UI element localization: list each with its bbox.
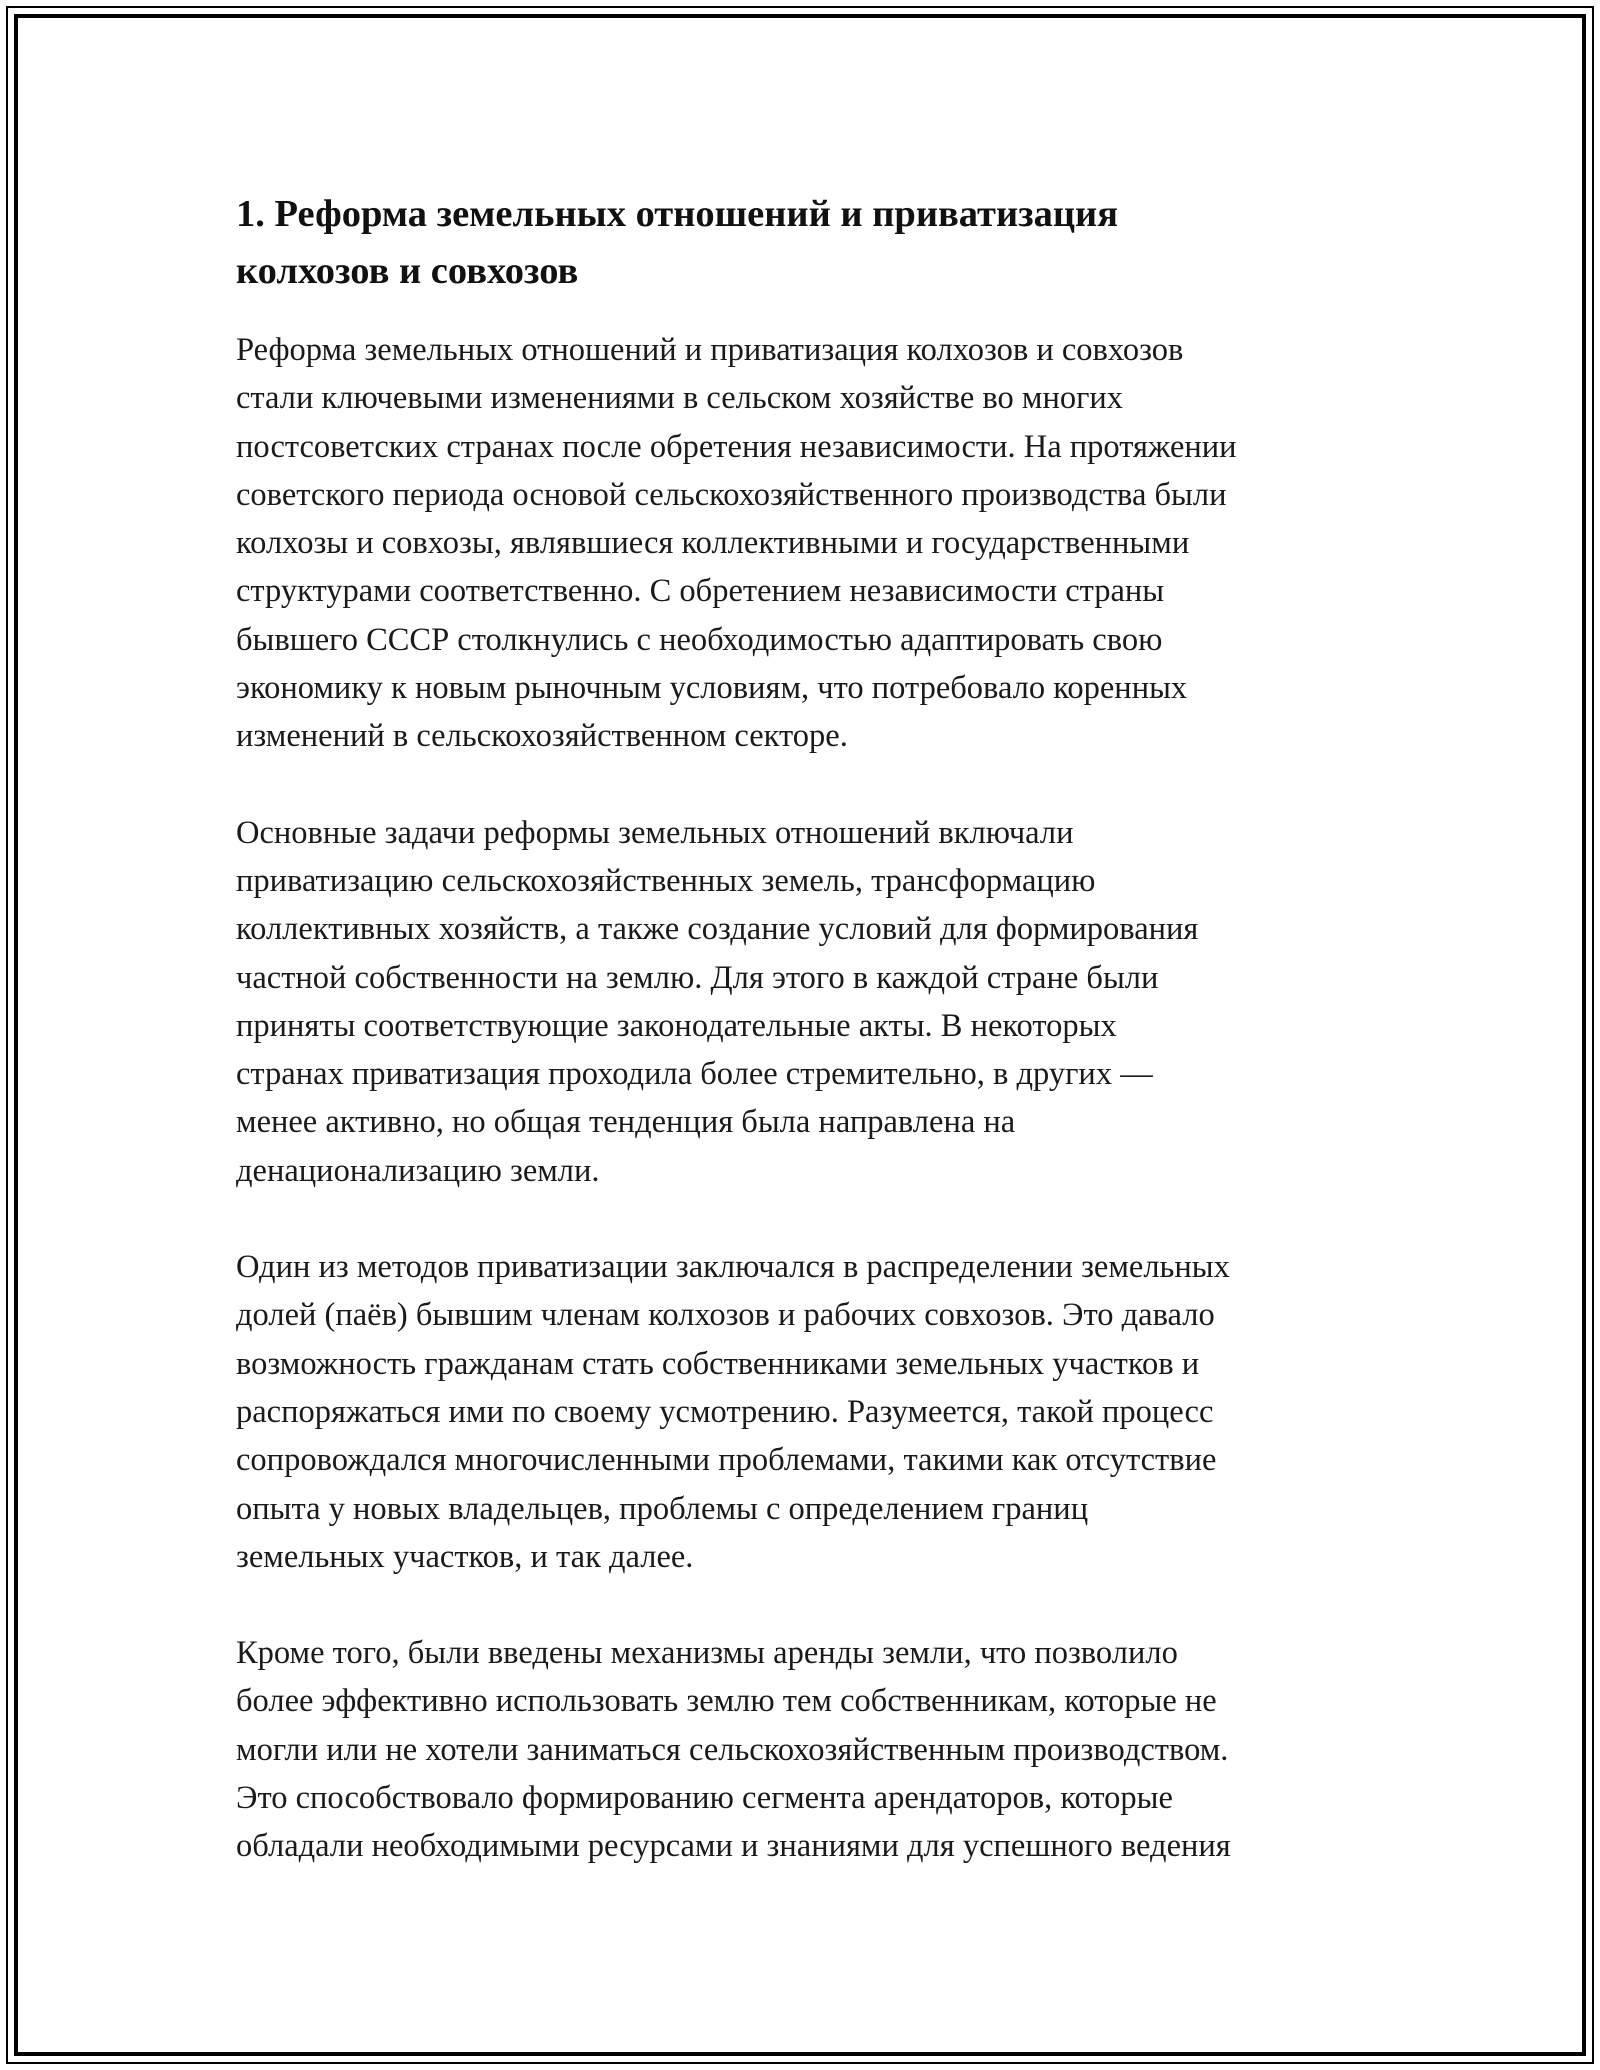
text-line: бывшего СССР столкнулись с необходимостью адаптировать свою bbox=[236, 621, 1163, 658]
text-line: странах приватизация проходила более стремительно, в других — bbox=[236, 1056, 1153, 1093]
text-line: постсоветских странах после обретения независимости. На протяжении bbox=[236, 428, 1237, 465]
text-line: Кроме того, были введены механизмы аренды земли, что позволило bbox=[236, 1635, 1178, 1672]
text-line: долей (паёв) бывшим членам колхозов и рабочих совхозов. Это давало bbox=[236, 1297, 1215, 1334]
heading-line: 1. Реформа земельных отношений и приватизация bbox=[236, 193, 1119, 235]
text-line: Основные задачи реформы земельных отношений включали bbox=[236, 814, 1074, 851]
text-line: советского периода основой сельскохозяйственного производства были bbox=[236, 476, 1227, 513]
text-line: стали ключевыми изменениями в сельском хозяйстве во многих bbox=[236, 380, 1124, 417]
text-line: земельных участков, и так далее. bbox=[236, 1538, 694, 1575]
text-line: частной собственности на землю. Для этого в каждой стране были bbox=[236, 959, 1159, 996]
text-line: денационализацию земли. bbox=[236, 1152, 600, 1189]
text-line: распоряжаться ими по своему усмотрению. Разумеется, такой процесс bbox=[236, 1393, 1214, 1430]
text-line: коллективных хозяйств, а также создание условий для формирования bbox=[236, 911, 1199, 948]
paragraph-3 bbox=[236, 1243, 1381, 1581]
text-line: менее активно, но общая тенденция была направлена на bbox=[236, 1104, 1016, 1141]
text-line: опыта у новых владельцев, проблемы с определением границ bbox=[236, 1490, 1089, 1527]
text-line: экономику к новым рыночным условиям, что потребовало коренных bbox=[236, 670, 1188, 707]
text-line: более эффективно использовать землю тем собственникам, которые не bbox=[236, 1683, 1217, 1720]
text-line: могли или не хотели заниматься сельскохозяйственным производством. bbox=[236, 1731, 1229, 1768]
text-line: изменений в сельскохозяйственном секторе. bbox=[236, 718, 848, 755]
text-line: обладали необходимыми ресурсами и знаниями для успешного ведения bbox=[236, 1828, 1231, 1865]
text-line: приняты соответствующие законодательные акты. В некоторых bbox=[236, 1007, 1117, 1044]
text-line: Реформа земельных отношений и приватизация колхозов и совхозов bbox=[236, 332, 1184, 368]
text-line: Это способствовало формированию сегмента арендаторов, которые bbox=[236, 1780, 1173, 1817]
text-line: Один из методов приватизации заключался в распределении земельных bbox=[236, 1249, 1230, 1286]
text-line: приватизацию сельскохозяйственных земель, трансформацию bbox=[236, 862, 1096, 899]
paragraph-1 bbox=[236, 326, 1381, 761]
paragraph-4 bbox=[236, 1629, 1381, 1870]
document-body bbox=[236, 186, 1381, 1919]
text-line: структурами соответственно. С обретением независимости страны bbox=[236, 573, 1165, 610]
section-heading bbox=[236, 186, 1381, 300]
heading-line: колхозов и совхозов bbox=[236, 250, 579, 292]
text-line: возможность гражданам стать собственниками земельных участков и bbox=[236, 1345, 1200, 1382]
paragraph-2 bbox=[236, 809, 1381, 1195]
text-line: колхозы и совхозы, являвшиеся коллективными и государственными bbox=[236, 525, 1190, 562]
text-line: сопровождался многочисленными проблемами, такими как отсутствие bbox=[236, 1442, 1217, 1479]
